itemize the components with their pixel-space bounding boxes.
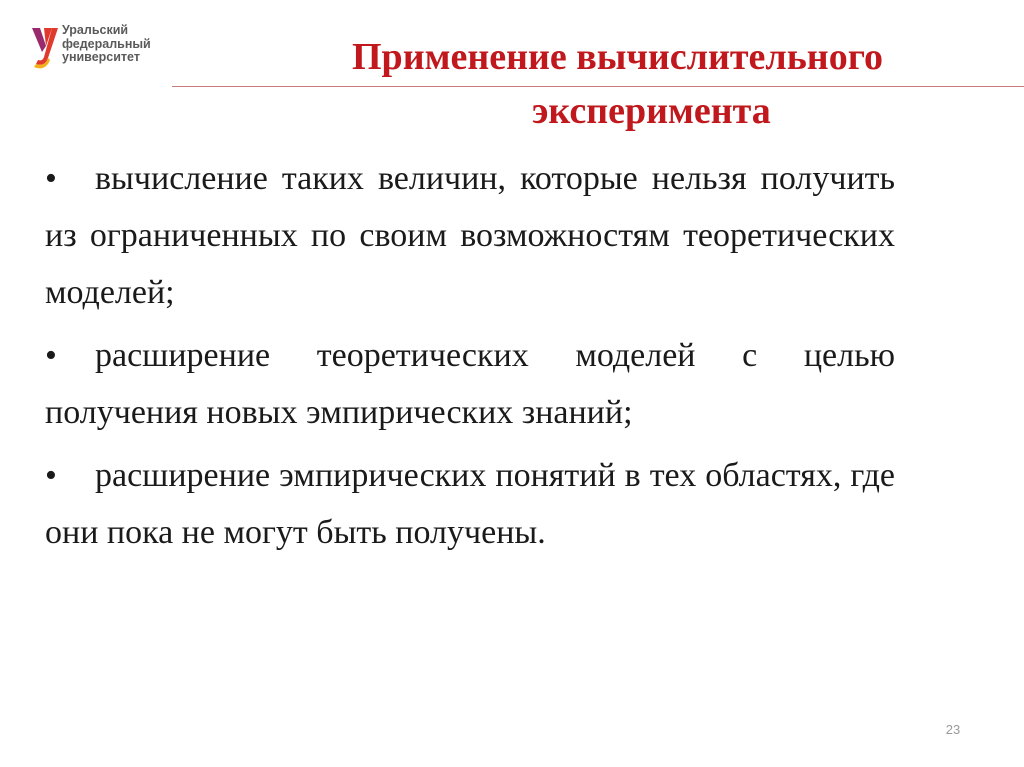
title-divider [172, 86, 1024, 87]
bullet-list [45, 150, 895, 567]
bullet-item [45, 150, 895, 321]
slide-title-line-2: эксперимента [532, 90, 771, 132]
urfu-logo-icon [30, 22, 60, 70]
bullet-item [45, 447, 895, 561]
logo-line-3: университет [62, 50, 140, 64]
bullet-text: вычисление таких величин, которые нельзя получить из ограниченных по своим возможностям теоретических моделей; [45, 160, 895, 311]
logo-line-1: Уральский [62, 23, 129, 37]
bullet-marker: • [45, 160, 57, 197]
bullet-item [45, 327, 895, 441]
logo-text [62, 24, 151, 65]
slide-title-line-1: Применение вычислительного [352, 36, 883, 78]
bullet-text: расширение эмпирических понятий в тех областях, где они пока не могут быть получены. [45, 457, 895, 551]
page-number: 23 [945, 722, 961, 737]
bullet-marker: • [45, 337, 57, 374]
logo-line-2: федеральный [62, 36, 151, 51]
slide-title [352, 30, 1002, 138]
bullet-text: расширение теоретических моделей с целью получения новых эмпирических знаний; [45, 337, 895, 431]
university-logo [30, 22, 170, 74]
bullet-marker: • [45, 457, 57, 494]
